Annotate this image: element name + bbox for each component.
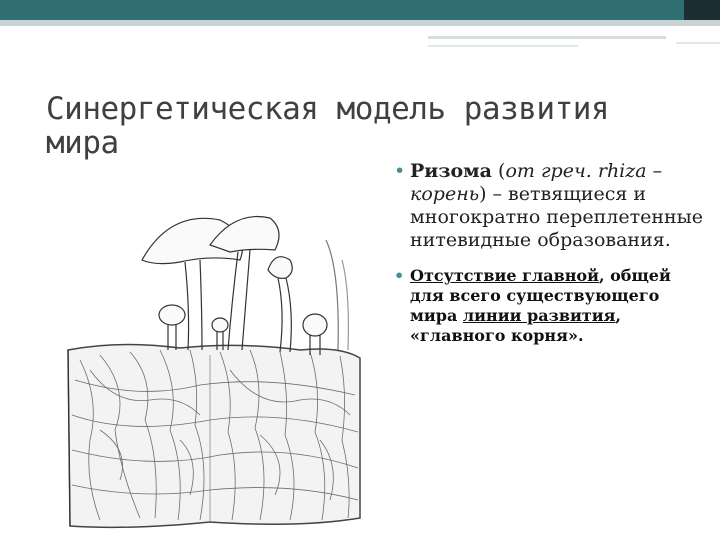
- bullet-text: , общей для всего существующего мира: [410, 266, 671, 325]
- mushroom-rhizome-icon: [60, 200, 368, 535]
- bullet-list: [394, 160, 704, 346]
- top-decor-line: [0, 20, 720, 26]
- top-decor-corner: [684, 0, 720, 20]
- underlined-phrase: линии развития: [462, 306, 616, 325]
- accent-line: [676, 42, 720, 44]
- slide-title: Синергетическая модель развития мира: [46, 91, 610, 161]
- bullet-text: , «главного корня».: [410, 306, 621, 345]
- definition-rest: ) – ветвящиеся и многократно переплетенные нитевидные образования.: [410, 183, 704, 251]
- paren-open: (: [492, 160, 506, 182]
- bullet-marker-icon: •: [394, 266, 405, 285]
- top-decor-bar: [0, 0, 720, 20]
- bullet-no-main-line: [394, 266, 704, 346]
- bullet-rhizome-definition: [394, 160, 704, 252]
- accent-line: [428, 45, 578, 47]
- accent-line: [428, 36, 666, 39]
- term-rhizome: Ризома: [410, 160, 492, 182]
- underlined-phrase: Отсутствие главной: [410, 266, 599, 285]
- bullet-marker-icon: •: [394, 160, 406, 182]
- etymology: от греч. rhiza – корень: [410, 160, 663, 205]
